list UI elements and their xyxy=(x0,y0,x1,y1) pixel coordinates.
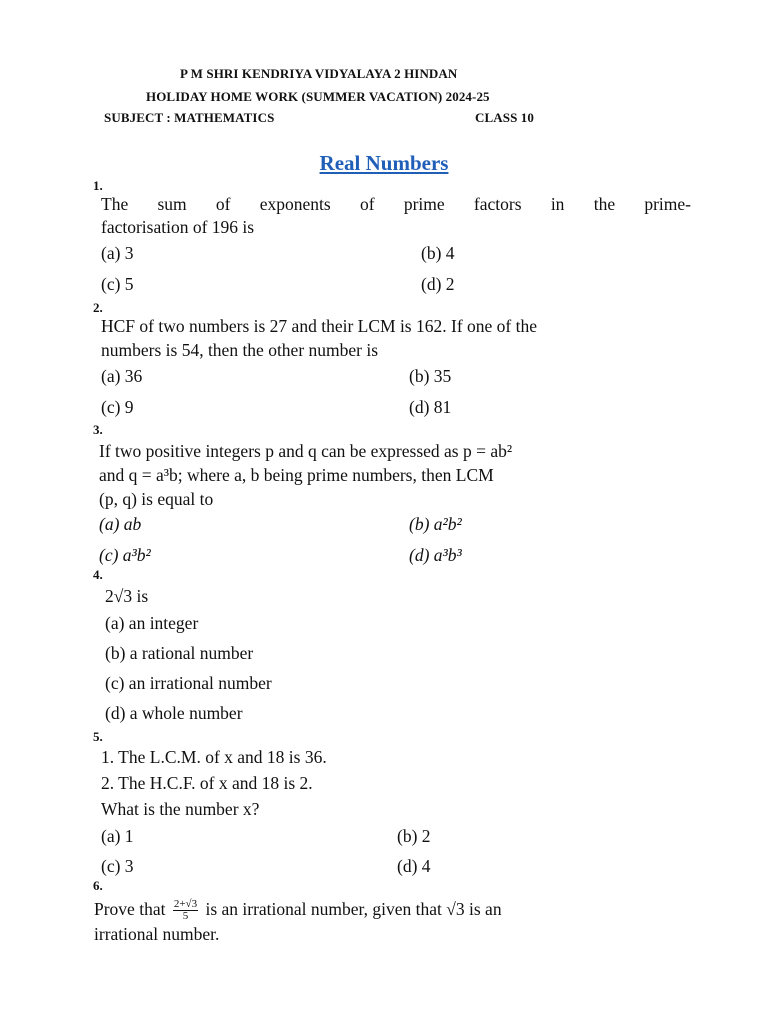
class-label: CLASS 10 xyxy=(475,110,534,125)
option-a: (a) 36 xyxy=(101,366,143,386)
option-d: (d) a whole number xyxy=(105,703,243,723)
option-c: (c) a³b² xyxy=(99,545,151,565)
question-number: 5. xyxy=(93,729,103,744)
fraction xyxy=(173,899,198,922)
option-b: (b) 4 xyxy=(421,243,455,263)
option-c: (c) 3 xyxy=(101,856,134,876)
question-text xyxy=(94,899,502,922)
question-text: (p, q) is equal to xyxy=(99,489,214,509)
question-text: The sum of exponents of prime factors in the prime- xyxy=(101,194,691,214)
option-d: (d) 2 xyxy=(421,274,455,294)
option-b: (b) a²b² xyxy=(409,514,462,534)
homework-title: HOLIDAY HOME WORK (SUMMER VACATION) 2024-25 xyxy=(146,89,490,104)
question-text: 2. The H.C.F. of x and 18 is 2. xyxy=(101,773,313,793)
option-b: (b) a rational number xyxy=(105,643,254,663)
question-number: 2. xyxy=(93,300,103,315)
question-text: factorisation of 196 is xyxy=(101,217,255,237)
option-a: (a) an integer xyxy=(105,613,199,633)
school-name: P M SHRI KENDRIYA VIDYALAYA 2 HINDAN xyxy=(180,66,458,81)
question-number: 4. xyxy=(93,567,103,582)
prove-that-text: Prove that xyxy=(94,899,166,919)
option-c: (c) 5 xyxy=(101,274,134,294)
option-d: (d) a³b³ xyxy=(409,545,462,565)
question-number: 6. xyxy=(93,878,103,893)
option-d: (d) 4 xyxy=(397,856,431,876)
page-title: Real Numbers xyxy=(319,151,449,175)
option-a: (a) 1 xyxy=(101,826,134,846)
fraction-denominator: 5 xyxy=(182,910,189,923)
option-c: (c) an irrational number xyxy=(105,673,272,693)
option-c: (c) 9 xyxy=(101,397,134,417)
option-a: (a) 3 xyxy=(101,243,134,263)
option-b: (b) 2 xyxy=(397,826,431,846)
question-text: and q = a³b; where a, b being prime numbers, then LCM xyxy=(99,465,494,485)
question-text: If two positive integers p and q can be expressed as p = ab² xyxy=(99,441,513,461)
statement-text: is an irrational number, given that √3 is an xyxy=(205,899,502,919)
subject-label: SUBJECT : MATHEMATICS xyxy=(104,110,275,125)
question-text: irrational number. xyxy=(94,924,220,944)
question-text: numbers is 54, then the other number is xyxy=(101,340,379,360)
question-number: 3. xyxy=(93,422,103,437)
option-a: (a) ab xyxy=(99,514,142,534)
question-text: 2√3 is xyxy=(105,586,149,606)
question-text: 1. The L.C.M. of x and 18 is 36. xyxy=(101,747,327,767)
question-number: 1. xyxy=(93,178,103,193)
fraction-numerator: 2+√3 xyxy=(173,898,198,911)
question-text: HCF of two numbers is 27 and their LCM is 162. If one of the xyxy=(101,316,537,336)
question-text: What is the number x? xyxy=(101,799,260,819)
option-b: (b) 35 xyxy=(409,366,452,386)
option-d: (d) 81 xyxy=(409,397,452,417)
